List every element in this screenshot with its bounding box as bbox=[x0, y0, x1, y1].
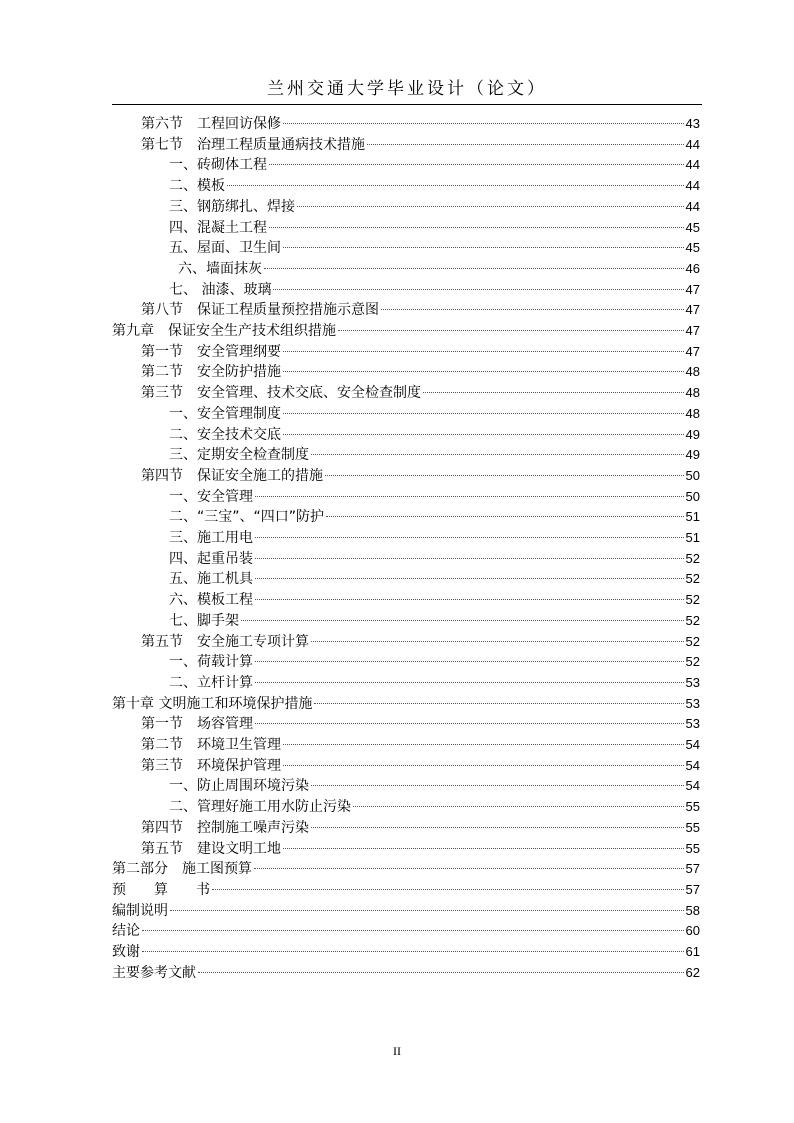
toc-dot-leader bbox=[353, 806, 684, 807]
toc-entry[interactable] bbox=[112, 549, 700, 570]
toc-entry[interactable] bbox=[112, 839, 700, 860]
toc-dot-leader bbox=[241, 620, 684, 621]
toc-entry[interactable] bbox=[112, 818, 700, 839]
toc-dot-leader bbox=[170, 910, 684, 911]
toc-entry-page: 48 bbox=[685, 405, 700, 421]
toc-dot-leader bbox=[255, 537, 684, 538]
toc-dot-leader bbox=[283, 765, 684, 766]
toc-entry-title: 三、定期安全检查制度 bbox=[169, 447, 309, 464]
toc-entry[interactable] bbox=[112, 342, 700, 363]
toc-dot-leader bbox=[255, 661, 684, 662]
toc-dot-leader bbox=[338, 330, 684, 331]
toc-entry[interactable] bbox=[112, 921, 700, 942]
toc-entry-title: 二、立杆计算 bbox=[169, 674, 253, 691]
toc-dot-leader bbox=[283, 434, 684, 435]
toc-entry-page: 57 bbox=[685, 881, 700, 897]
toc-entry-title: 一、防止周围环境污染 bbox=[169, 778, 309, 795]
toc-entry-title: 第五节 安全施工专项计算 bbox=[141, 633, 309, 650]
toc-dot-leader bbox=[255, 578, 684, 579]
toc-entry-title: 七、脚手架 bbox=[169, 612, 239, 629]
toc-entry-title: 二、模板 bbox=[169, 178, 225, 195]
toc-entry-title: 一、荷载计算 bbox=[169, 654, 253, 671]
toc-dot-leader bbox=[423, 392, 684, 393]
toc-entry-page: 45 bbox=[685, 219, 700, 235]
toc-entry-title: 五、施工机具 bbox=[169, 571, 253, 588]
toc-entry-page: 49 bbox=[685, 447, 700, 463]
toc-entry-title: 致谢 bbox=[112, 944, 140, 960]
toc-entry-page: 46 bbox=[685, 260, 700, 276]
page-header bbox=[112, 76, 702, 105]
page-footer bbox=[0, 1044, 794, 1059]
toc-entry[interactable] bbox=[112, 673, 700, 694]
toc-entry-page: 60 bbox=[685, 923, 700, 939]
toc-entry-page: 55 bbox=[685, 799, 700, 815]
page-number: II bbox=[393, 1044, 401, 1058]
toc-entry-title: 四、起重吊装 bbox=[169, 550, 253, 567]
toc-dot-leader bbox=[212, 889, 684, 890]
toc-dot-leader bbox=[325, 475, 684, 476]
toc-entry-page: 48 bbox=[685, 385, 700, 401]
toc-dot-leader bbox=[311, 454, 684, 455]
toc-entry[interactable] bbox=[112, 880, 700, 901]
toc-entry[interactable] bbox=[112, 114, 700, 135]
toc-dot-leader bbox=[311, 827, 684, 828]
toc-entry-page: 61 bbox=[685, 944, 700, 959]
toc-entry-title: 第四节 保证安全施工的措施 bbox=[141, 467, 323, 484]
toc-entry-title: 二、“三宝”、“四口”防护 bbox=[169, 509, 325, 526]
toc-dot-leader bbox=[264, 268, 684, 269]
toc-entry-title: 第三节 环境保护管理 bbox=[141, 757, 281, 774]
toc-entry-page: 44 bbox=[685, 136, 700, 152]
toc-entry[interactable] bbox=[112, 404, 700, 425]
toc-entry[interactable] bbox=[112, 383, 700, 404]
toc-dot-leader bbox=[255, 496, 684, 497]
toc-entry[interactable] bbox=[112, 735, 700, 756]
toc-entry-page: 50 bbox=[685, 467, 700, 483]
toc-entry[interactable] bbox=[112, 155, 700, 176]
toc-entry-page: 44 bbox=[685, 198, 700, 214]
toc-entry-page: 55 bbox=[685, 819, 700, 835]
toc-entry-title: 一、安全管理 bbox=[169, 488, 253, 505]
toc-entry-title: 预 算 书 bbox=[112, 881, 210, 898]
toc-entry-title: 第一节 场容管理 bbox=[141, 716, 253, 733]
toc-entry-page: 55 bbox=[685, 840, 700, 856]
toc-dot-leader bbox=[283, 123, 684, 124]
toc-entry-page: 52 bbox=[685, 633, 700, 649]
toc-dot-leader bbox=[227, 185, 684, 186]
toc-entry-page: 43 bbox=[685, 116, 700, 131]
toc-dot-leader bbox=[273, 289, 683, 290]
toc-entry-title: 主要参考文献 bbox=[112, 964, 196, 981]
toc-entry-title: 六、模板工程 bbox=[169, 592, 253, 609]
toc-entry-page: 49 bbox=[685, 426, 700, 442]
toc-entry-page: 62 bbox=[685, 964, 700, 980]
toc-entry-page: 51 bbox=[685, 530, 700, 545]
toc-dot-leader bbox=[255, 599, 684, 600]
toc-entry[interactable] bbox=[112, 445, 700, 466]
toc-dot-leader bbox=[142, 930, 684, 931]
toc-entry[interactable] bbox=[112, 756, 700, 777]
toc-entry[interactable] bbox=[112, 280, 700, 301]
toc-entry-page: 45 bbox=[685, 240, 700, 256]
toc-entry-page: 53 bbox=[685, 674, 700, 690]
toc-entry-title: 第九章 保证安全生产技术组织措施 bbox=[112, 323, 336, 339]
toc-entry-title: 第七节 治理工程质量通病技术措施 bbox=[141, 136, 365, 153]
toc-entry-title: 三、施工用电 bbox=[169, 530, 253, 546]
toc-entry-page: 54 bbox=[685, 757, 700, 773]
toc-dot-leader bbox=[142, 951, 684, 952]
toc-dot-leader bbox=[326, 516, 684, 517]
toc-dot-leader bbox=[283, 371, 684, 372]
toc-entry-page: 47 bbox=[685, 323, 700, 338]
toc-entry-title: 第二部分 施工图预算 bbox=[112, 861, 252, 878]
toc-entry-title: 第八节 保证工程质量预控措施示意图 bbox=[141, 302, 379, 319]
toc-entry-title: 第二节 安全防护措施 bbox=[141, 364, 281, 381]
toc-entry[interactable] bbox=[112, 714, 700, 735]
toc-dot-leader bbox=[255, 558, 684, 559]
toc-entry[interactable] bbox=[112, 197, 700, 218]
toc-entry-title: 四、混凝土工程 bbox=[169, 219, 267, 236]
toc-entry-page: 52 bbox=[685, 612, 700, 628]
toc-dot-leader bbox=[255, 723, 684, 724]
toc-entry[interactable] bbox=[112, 300, 700, 321]
toc-entry[interactable] bbox=[112, 652, 700, 673]
toc-entry[interactable] bbox=[112, 963, 700, 984]
toc-entry[interactable] bbox=[112, 590, 700, 611]
toc-entry[interactable] bbox=[112, 176, 700, 197]
toc-entry-page: 58 bbox=[685, 902, 700, 918]
toc-entry[interactable] bbox=[112, 776, 700, 797]
toc-dot-leader bbox=[314, 703, 683, 704]
toc-entry-title: 第一节 安全管理纲要 bbox=[141, 343, 281, 360]
toc-entry-page: 52 bbox=[685, 550, 700, 566]
toc-entry-title: 结论 bbox=[112, 923, 140, 940]
toc-entry[interactable] bbox=[112, 528, 700, 549]
toc-entry-page: 47 bbox=[685, 302, 700, 318]
toc-dot-leader bbox=[283, 413, 684, 414]
toc-entry-page: 57 bbox=[685, 861, 700, 877]
toc-entry[interactable] bbox=[112, 487, 700, 508]
toc-entry-page: 54 bbox=[685, 737, 700, 752]
toc-entry[interactable] bbox=[112, 859, 700, 880]
toc-entry-page: 52 bbox=[685, 571, 700, 587]
toc-entry-page: 47 bbox=[685, 281, 700, 297]
toc-dot-leader bbox=[255, 682, 684, 683]
toc-dot-leader bbox=[283, 848, 684, 849]
toc-entry[interactable] bbox=[112, 466, 700, 487]
toc-dot-leader bbox=[297, 206, 684, 207]
toc-entry-page: 53 bbox=[685, 695, 700, 711]
toc-dot-leader bbox=[283, 744, 684, 745]
toc-entry-title: 第四节 控制施工噪声污染 bbox=[141, 819, 309, 836]
toc-entry[interactable] bbox=[112, 797, 700, 818]
toc-entry-title: 第三节 安全管理、技术交底、安全检查制度 bbox=[141, 385, 421, 402]
toc-entry[interactable] bbox=[112, 942, 700, 963]
toc-dot-leader bbox=[381, 309, 684, 310]
toc-entry-title: 第十章 文明施工和环境保护措施 bbox=[112, 695, 313, 712]
toc-entry-page: 52 bbox=[685, 654, 700, 670]
toc-entry[interactable] bbox=[112, 362, 700, 383]
toc-entry-title: 第六节 工程回访保修 bbox=[141, 116, 281, 132]
toc-entry-page: 52 bbox=[685, 592, 700, 608]
toc-dot-leader bbox=[269, 164, 684, 165]
toc-dot-leader bbox=[198, 972, 684, 973]
toc-entry[interactable] bbox=[112, 259, 700, 280]
toc-entry-title: 七、 油漆、玻璃 bbox=[169, 281, 272, 298]
toc-entry-title: 第二节 环境卫生管理 bbox=[141, 737, 281, 753]
toc-dot-leader bbox=[367, 144, 684, 145]
toc-dot-leader bbox=[269, 227, 684, 228]
toc-entry-title: 六、墙面抹灰 bbox=[178, 260, 262, 277]
toc-dot-leader bbox=[283, 247, 684, 248]
toc-entry-title: 一、安全管理制度 bbox=[169, 405, 281, 422]
toc-entry[interactable] bbox=[112, 218, 700, 239]
toc-entry[interactable] bbox=[112, 694, 700, 715]
toc-entry-title: 编制说明 bbox=[112, 902, 168, 919]
toc-entry[interactable] bbox=[112, 321, 700, 342]
toc-entry[interactable] bbox=[112, 901, 700, 922]
toc-entry-title: 二、管理好施工用水防止污染 bbox=[169, 799, 351, 816]
toc-dot-leader bbox=[254, 868, 684, 869]
toc-entry-page: 48 bbox=[685, 364, 700, 380]
toc-entry-page: 44 bbox=[685, 157, 700, 173]
toc-dot-leader bbox=[283, 351, 684, 352]
toc-entry[interactable] bbox=[112, 238, 700, 259]
toc-entry[interactable] bbox=[112, 611, 700, 632]
toc-entry-page: 54 bbox=[685, 778, 700, 794]
toc-entry-title: 第五节 建设文明工地 bbox=[141, 840, 281, 857]
toc-dot-leader bbox=[311, 785, 684, 786]
toc-entry-page: 50 bbox=[685, 488, 700, 504]
toc-entry-title: 五、屋面、卫生间 bbox=[169, 240, 281, 257]
toc-entry[interactable] bbox=[112, 569, 700, 590]
toc-entry-page: 51 bbox=[685, 509, 700, 525]
toc-entry[interactable] bbox=[112, 425, 700, 446]
toc-dot-leader bbox=[311, 641, 684, 642]
document-title: 兰州交通大学毕业设计（论文） bbox=[267, 79, 547, 99]
toc-entry-page: 47 bbox=[685, 343, 700, 359]
toc-entry-page: 53 bbox=[685, 716, 700, 732]
toc-entry[interactable] bbox=[112, 632, 700, 653]
toc-entry-title: 三、钢筋绑扎、焊接 bbox=[169, 198, 295, 215]
toc-entry-title: 一、砖砌体工程 bbox=[169, 157, 267, 174]
toc-entry[interactable] bbox=[112, 135, 700, 156]
toc-entry[interactable] bbox=[112, 507, 700, 528]
toc-entry-title: 二、安全技术交底 bbox=[169, 426, 281, 443]
toc-entry-page: 44 bbox=[685, 178, 700, 194]
